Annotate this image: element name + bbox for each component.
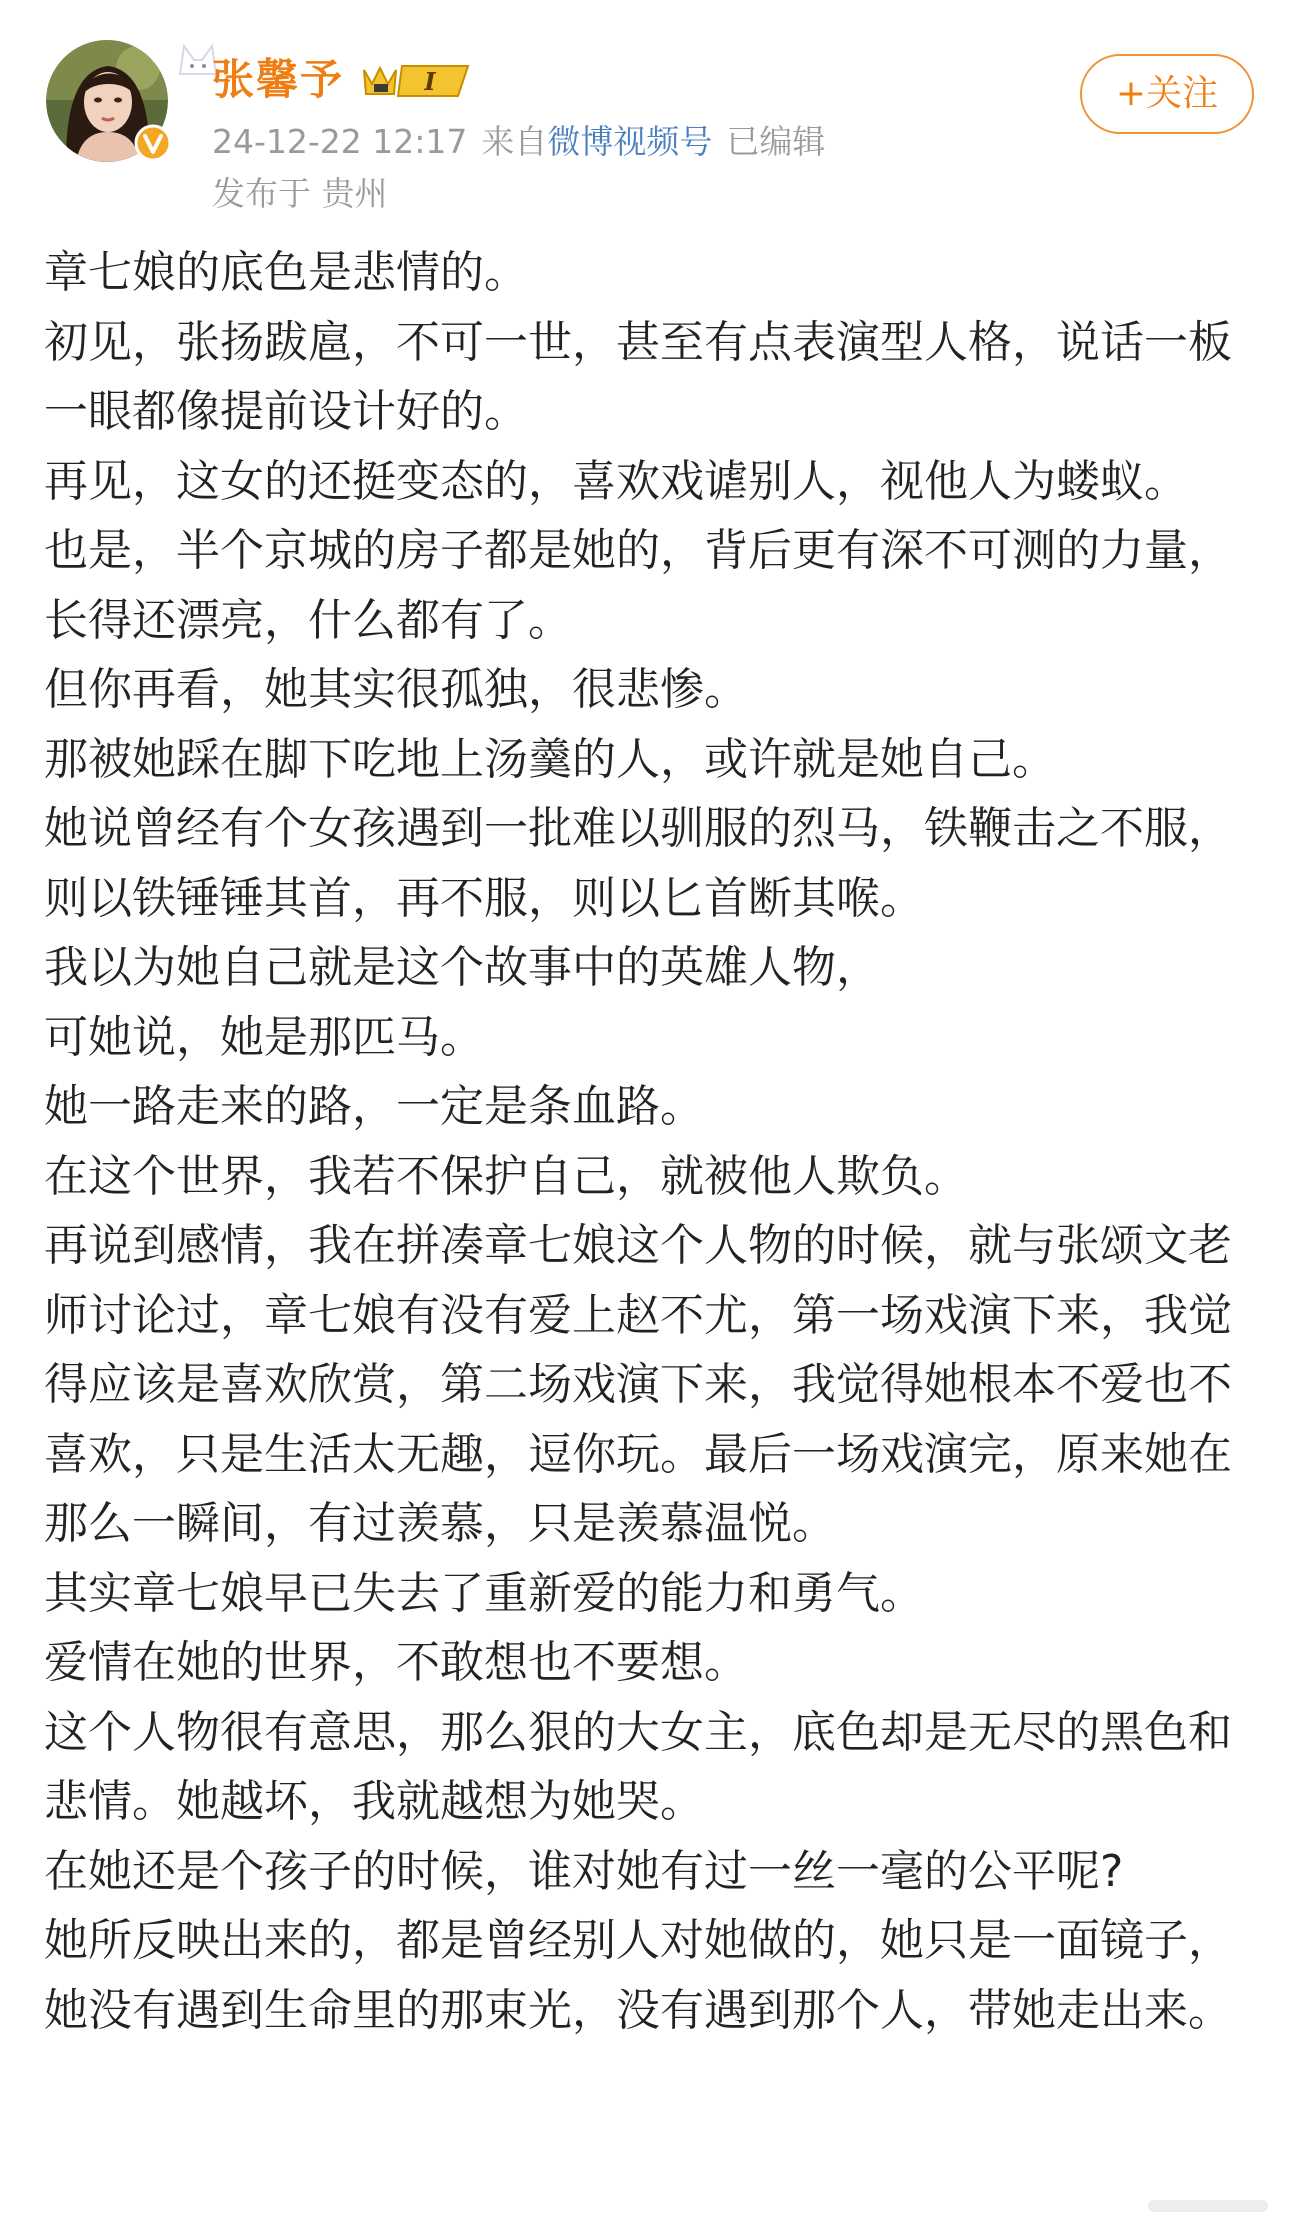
paragraph: 她说曾经有个女孩遇到一批难以驯服的烈马，铁鞭击之不服，则以铁锤锤其首，再不服，则以匕首断其喉。 — [44, 803, 1232, 924]
paragraph: 再说到感情，我在拼凑章七娘这个人物的时候，就与张颂文老师讨论过，章七娘有没有爱上赵不尤，第一场戏演下来，我觉得应该是喜欢欣赏，第二场戏演下来，我觉得她根本不爱也不喜欢，只是生活太无趣，逗你玩。最后一场戏演完，原来她在那么一瞬间，有过羡慕，只是羡慕温悦。 — [44, 1220, 1232, 1549]
paragraph: 爱情在她的世界，不敢想也不要想。 — [44, 1637, 748, 1688]
post-location: 发布于 贵州 — [212, 174, 388, 213]
paragraph: 但你再看，她其实很孤独，很悲惨。 — [44, 664, 748, 715]
source-link[interactable]: 微博视频号 — [547, 122, 713, 161]
paragraph: 在她还是个孩子的时候，谁对她有过一丝一毫的公平呢? — [44, 1845, 1124, 1897]
source-prefix: 来自 — [481, 122, 548, 161]
paragraph: 再见，这女的还挺变态的，喜欢戏谑别人，视他人为蝼蚁。 — [44, 455, 1188, 507]
paragraph: 她一路走来的路，一定是条血路。 — [44, 1081, 704, 1132]
verified-icon — [134, 124, 172, 162]
member-level-icon[interactable] — [358, 60, 474, 102]
paragraph: 我以为她自己就是这个故事中的英雄人物， — [44, 942, 880, 993]
member-level-text: I — [424, 67, 436, 96]
post-meta — [212, 120, 825, 164]
post-header — [0, 0, 1290, 215]
paragraph: 也是，半个京城的房子都是她的，背后更有深不可测的力量，长得还漂亮，什么都有了。 — [44, 525, 1232, 646]
paragraph: 这个人物很有意思，那么狠的大女主，底色却是无尽的黑色和悲情。她越坏，我就越想为她哭。 — [44, 1706, 1232, 1827]
paragraph: 其实章七娘早已失去了重新爱的能力和勇气。 — [44, 1567, 924, 1619]
paragraph: 可她说，她是那匹马。 — [44, 1011, 484, 1063]
follow-button[interactable]: +关注 — [1080, 54, 1254, 134]
paragraph: 章七娘的底色是悲情的。 — [44, 247, 528, 298]
avatar[interactable] — [46, 40, 168, 162]
paragraph: 那被她踩在脚下吃地上汤羹的人，或许就是她自己。 — [44, 733, 1056, 785]
paragraph: 在这个世界，我若不保护自己，就被他人欺负。 — [44, 1150, 968, 1202]
paragraph: 她所反映出来的，都是曾经别人对她做的，她只是一面镜子，她没有遇到生命里的那束光，没有遇到那个人，带她走出来。 — [44, 1915, 1232, 2036]
post-content — [44, 238, 1254, 2045]
post-date: 24-12-22 12:17 — [212, 122, 468, 161]
paragraph: 初见，张扬跋扈，不可一世，甚至有点表演型人格，说话一板一眼都像提前设计好的。 — [44, 316, 1232, 437]
watermark-icon — [1148, 2196, 1268, 2216]
edited-label: 已编辑 — [726, 122, 826, 161]
author-name[interactable]: 张馨予 — [212, 55, 345, 104]
